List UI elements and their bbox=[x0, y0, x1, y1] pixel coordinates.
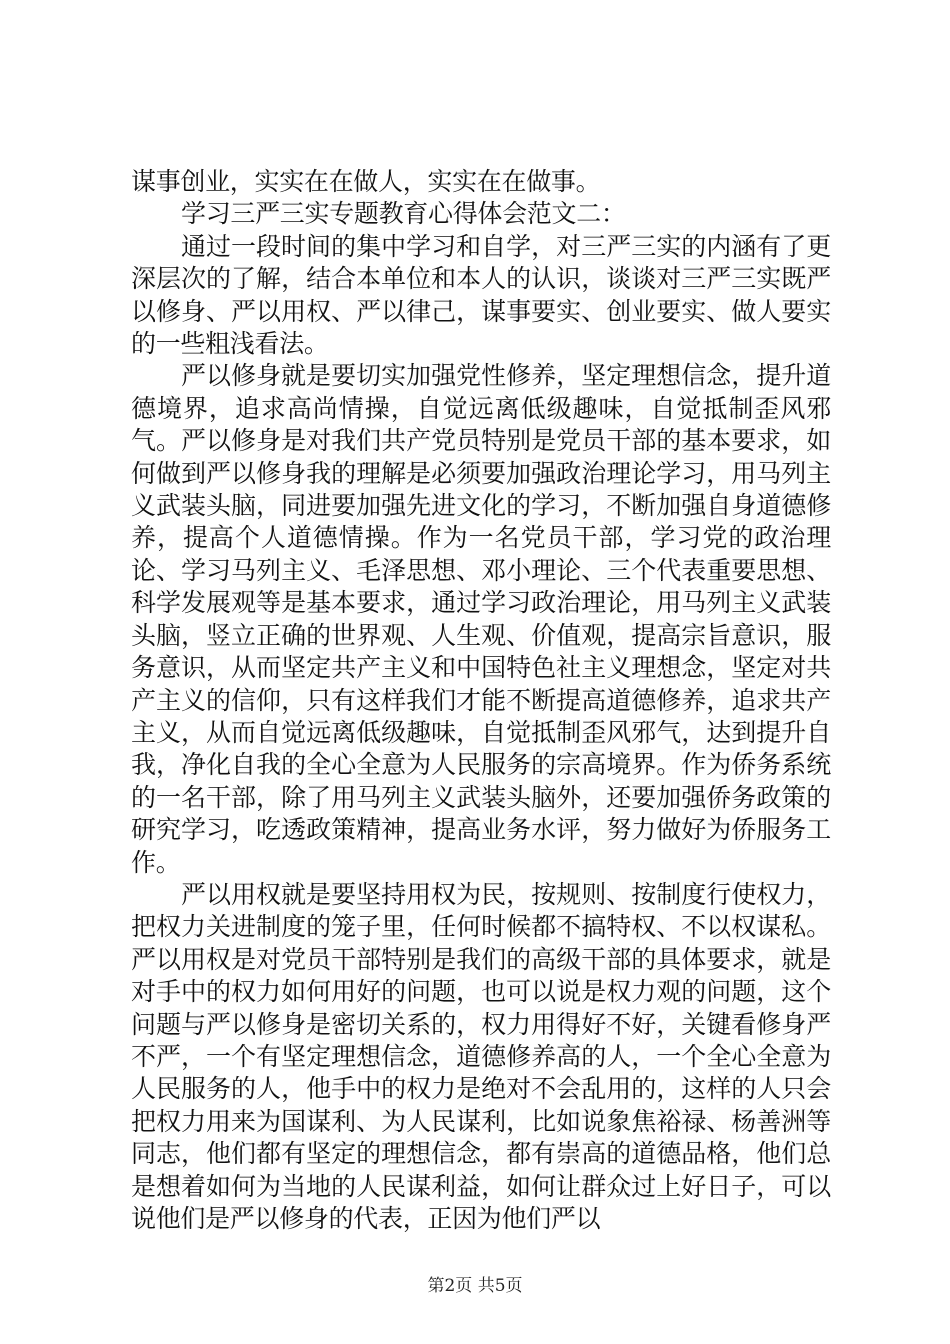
page-footer: 第2页 共5页 bbox=[427, 1276, 523, 1296]
document-body bbox=[131, 166, 831, 1235]
paragraph-self-cultivation: 严以修身就是要切实加强党性修养，坚定理想信念，提升道德境界，追求高尚情操，自觉远离低级趣味，自觉抵制歪风邪气。严以修身是对我们共产党员特别是党员干部的基本要求，如何做到严以修身我的理解是必须要加强政治理论学习，用马列主义武装头脑，同进要加强先进文化的学习，不断加强自身道德修养，提高个人道德情操。作为一名党员干部，学习党的政治理论、学习马列主义、毛泽思想、邓小理论、三个代表重要思想、科学发展观等是基本要求，通过学习政治理论，用马列主义武装头脑，竖立正确的世界观、人生观、价值观，提高宗旨意识，服务意识，从而坚定共产主义和中国特色社主义理想念，坚定对共产主义的信仰，只有这样我们才能不断提高道德修养，追求共产主义，从而自觉远离低级趣味，自觉抵制歪风邪气，达到提升自我，净化自我的全心全意为人民服务的宗高境界。作为侨务系统的一名干部，除了用马列主义武装头脑外，还要加强侨务政策的研究学习，吃透政策精神，提高业务水评，努力做好为侨服务工作。 bbox=[131, 361, 831, 877]
paragraph-continuation: 谋事创业，实实在在做人，实实在在做事。 bbox=[131, 167, 601, 196]
section-heading: 学习三严三实专题教育心得体会范文二： bbox=[181, 199, 626, 229]
paragraph-use-of-power: 严以用权就是要坚持用权为民，按规则、按制度行使权力，把权力关进制度的笼子里，任何时候都不搞特权、不以权谋私。严以用权是对党员干部特别是我们的高级干部的具体要求，就是对手中的权力如何用好的问题，也可以说是权力观的问题，这个问题与严以修身是密切关系的，权力用得好不好，关键看修身严不严，一个有坚定理想信念，道德修养高的人，一个全心全意为人民服务的人，他手中的权力是绝对不会乱用的，这样的人只会把权力用来为国谋利、为人民谋利，比如说象焦裕禄、杨善洲等同志，他们都有坚定的理想信念，都有崇高的道德品格，他们总是想着如何为当地的人民谋利益，如何让群众过上好日子，可以说他们是严以修身的代表，正因为他们严以 bbox=[131, 879, 831, 1233]
paragraph-intro: 通过一段时间的集中学习和自学，对三严三实的内涵有了更深层次的了解，结合本单位和本人的认识，谈谈对三严三实既严以修身、严以用权、严以律己，谋事要实、创业要实、做人要实的一些粗浅看法。 bbox=[131, 231, 831, 359]
